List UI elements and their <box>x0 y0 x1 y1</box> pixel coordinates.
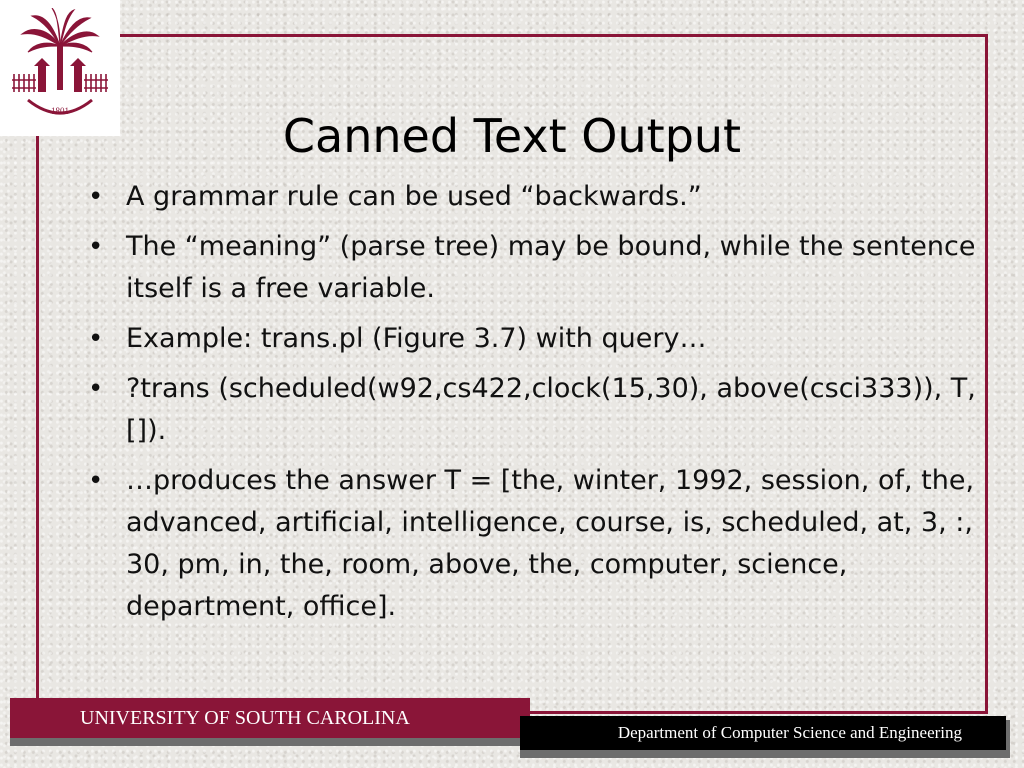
department-banner-shadow <box>520 720 1010 758</box>
department-banner: Department of Computer Science and Engineering <box>520 716 1006 750</box>
bullet-marker: • <box>88 466 104 496</box>
list-item <box>88 368 988 452</box>
list-item <box>88 176 988 218</box>
bullet-list <box>88 176 988 636</box>
list-item <box>88 318 988 360</box>
list-item <box>88 226 988 310</box>
slide-title: Canned Text Output <box>282 109 742 163</box>
bullet-text: The “meaning” (parse tree) may be bound, while the sentence itself is a free variable. <box>126 231 976 304</box>
bullet-marker: • <box>88 232 104 262</box>
bullet-marker: • <box>88 182 104 212</box>
university-banner: UNIVERSITY OF SOUTH CAROLINA <box>10 698 530 738</box>
university-banner-shadow <box>10 704 530 746</box>
bullet-text: ?trans (scheduled(w92,cs422,clock(15,30), above(csci333)), T, []). <box>126 373 976 446</box>
bullet-marker: • <box>88 324 104 354</box>
bullet-text: A grammar rule can be used “backwards.” <box>126 181 702 212</box>
logo-year: 1801 <box>51 106 69 116</box>
bullet-marker: • <box>88 374 104 404</box>
list-item <box>88 460 988 628</box>
bullet-text: …produces the answer T = [the, winter, 1992, session, of, the, advanced, artificial, intelligence, course, is, scheduled, at, 3, :, 30, pm, in, the, room, above, the, computer, science, department, office]. <box>126 465 975 622</box>
bullet-text: Example: trans.pl (Figure 3.7) with query… <box>126 323 707 354</box>
